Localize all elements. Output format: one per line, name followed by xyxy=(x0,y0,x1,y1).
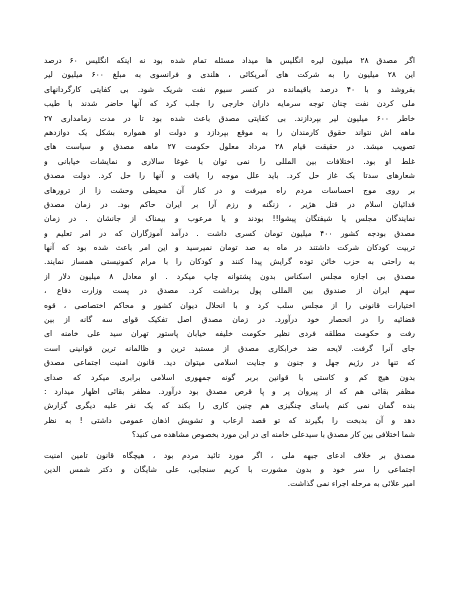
text-line: نمایندگان مجلس یا شیفتگان پیشوا!! بودند و یا مرعوب و بیمناک از جانشان . در زمان xyxy=(44,214,415,224)
text-line: فدائیان اسلام در قتل هژیر ، زنگنه و رزم آرا بر ایران حاکم بود. در زمان مصدق xyxy=(44,199,415,209)
text-line: تربیت کودکان شرکت داشتند در ماه به صد تومان نمیرسید و این امر باعث شده بود که آنها xyxy=(44,243,415,253)
paragraph xyxy=(44,54,415,443)
text-line: بفروشد و با ۴۰ درصد باقیمانده در کنسر سیوم نفت شریک شود. بی کفایتی کارگردانهای xyxy=(44,84,415,94)
text-line: اجتماعی را سر خود و بدون مشورت با کریم سنجابی، علی شایگان و دکتر شمس الدین xyxy=(44,464,415,474)
text-line: که تنها در رژیم جهل و جنون و جنایت اسلامی میتوان دید. قانون امنیت اجتماعی مصدق xyxy=(44,358,415,368)
body-text xyxy=(44,54,415,492)
text-line: دهد و آن بدبخت را بگیرند که تو قصد ارعاب و تشویش اذهان عمومی داشتی ! به نظر xyxy=(44,415,415,425)
text-line: غلط او بود. اختلافات بین المللی را نمی توان با غوغا سالاری و نمایشات خیابانی و xyxy=(44,156,415,166)
text-line: این ۲۸ میلیون را به شرکت های آمریکائی ، هلندی و فرانسوی به مبلغ ۶۰۰ میلیون لیر xyxy=(44,70,415,80)
text-line: شعارهای سدتا یک غاز حل کرد. باید علل موجه را یافت و آنها را حل کرد. دولت مصدق xyxy=(44,171,415,181)
text-line: امیر علائی به مرحله اجراء نمی گذاشت. xyxy=(287,479,415,489)
text-line: جای آنرا گرفت. لایحه ضد خرابکاری مصدق از مستبد ترین و ظالمانه ترین قوانینی است xyxy=(44,343,415,353)
text-line: خاطر ۶۰۰ میلیون لیر بپردازند. بی کفایتی مصدق باعث شده بود تا در مدت زمامداری ۲۷ xyxy=(44,113,415,123)
text-line: به راحتی به حزب خائن توده گرایش پیدا کنند و کودکان را با مرام کمونیستی همساز نمایند. xyxy=(44,257,415,267)
text-line: مظفر بقائی هم که از پیروان پر و پا قرص مصدق بود درآورد. مظفر بقائی اظهار میدارد : xyxy=(44,386,415,396)
paragraph xyxy=(44,449,415,492)
text-line: بدون هیچ کم و کاستی با قوانین بربر گونه جمهوری اسلامی برابری میکرد که صدای xyxy=(44,372,415,382)
text-line: اختیارات قانونی را از مجلس سلب کرد و با انحلال دیوان کشور و محاکم اختصاصی ، قوه xyxy=(44,300,415,310)
text-line: رفت و حکومت مطلقه فردی نظیر حکومت خلیفه خیابان پاستور تهران سید علی خامنه ای xyxy=(44,329,415,339)
text-line: بر روی موج احساسات مردم راه میرفت و در کنار آن محیطی وحشت زا از ترورهای xyxy=(44,185,415,195)
text-line: بنده گمان نمی کنم یاسای چنگیزی هم چنین کاری را بکند که یک نفر علیه دیگری گزارش xyxy=(44,401,415,411)
text-line: مصدق بر خلاف ادعای جبهه ملی ، اگر مورد تائید مردم بود ، هیچگاه قانون تامین امنیت xyxy=(44,450,415,460)
text-line: شما اختلافی بین کار مصدق با سیدعلی خامنه ای در این مورد بخصوص مشاهده می کنید؟ xyxy=(131,430,415,440)
text-line: قضائیه را در انحصار خود درآورد. در زمان مصدق اصل تفکیک قوای سه گانه از بین xyxy=(44,315,415,325)
text-line: سهم ایران از صندوق بین المللی پول برداشت کرد. مصدق در پست وزارت دفاع ، xyxy=(44,286,415,296)
text-line: مصدق بی اجازه مجلس اسکناس بدون پشتوانه چاپ میکرد . او معادل ۸ میلیون دلار از xyxy=(44,271,415,281)
text-line: ملی کردن نفت چنان توجه سرمایه داران خارجی را جلب کرد که آنها حاضر شدند با طیب xyxy=(44,99,415,109)
text-line: اگر مصدق ۲۸ میلیون لیره انگلیس ها میداد مسئله تمام شده بود نه اینکه انگلیس ۶۰ درصد xyxy=(44,56,415,65)
text-line: مصدق بودجه کشور ۴۰۰ میلیون تومان کسری داشت . درآمد آموزگاران که در امر تعلیم و xyxy=(44,228,415,238)
text-line: تصویب میشد. در حقیقت قیام ۲۸ مرداد معلول حکومت ۲۷ ماهه مصدق و سیاست های xyxy=(44,142,415,152)
text-line: ماهه اش نتواند حقوق کارمندان را به موقع بپردازد و دولت او همواره بشکل یک دوازدهم xyxy=(44,127,415,137)
